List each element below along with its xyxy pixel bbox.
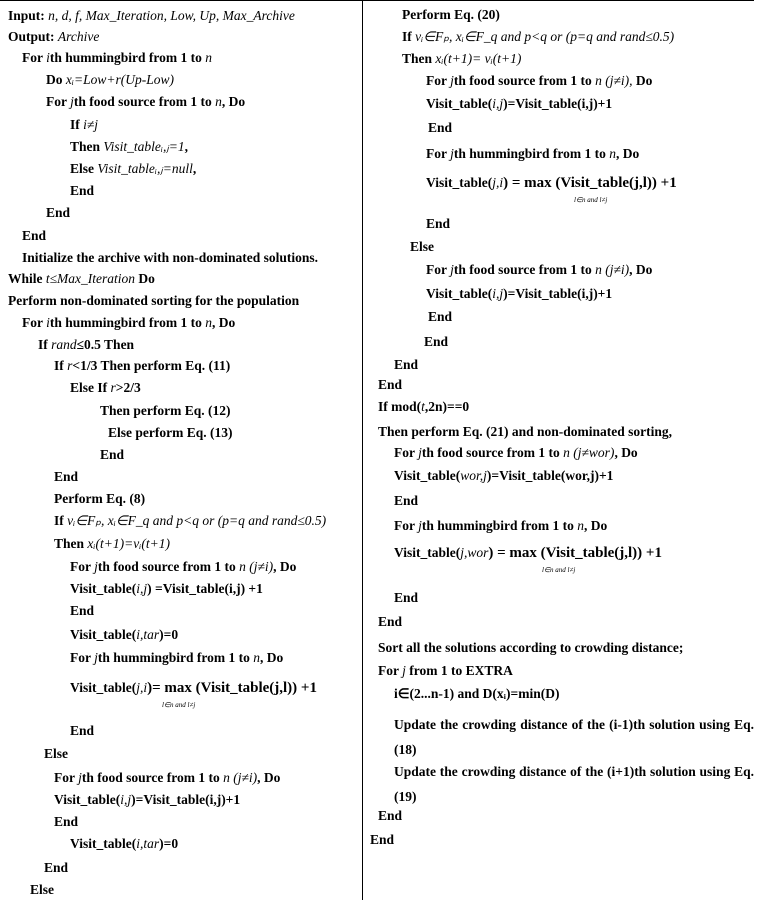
keyword-text: For [426,146,451,161]
math-text: j [78,770,82,785]
math-text: n [205,315,213,330]
statement-text: th hummingbird from 1 to [453,146,610,161]
left-line [46,72,174,88]
left-line [54,814,78,830]
math-text: i [46,50,50,65]
math-text: xᵢ(t+1)= vᵢ(t+1) [435,51,522,66]
statement-text: th food source from 1 to [453,262,596,277]
trailing-text: )=Visit_table(i,j)+1 [503,286,613,301]
left-line [108,425,232,441]
left-line [54,513,326,529]
math-text: rand [51,337,77,352]
left-line [54,536,170,552]
math-text: n (j≠i) [595,262,630,277]
left-line [70,627,178,643]
math-text: n [253,650,261,665]
math-text: xᵢ(t+1)=vᵢ(t+1) [87,536,170,551]
trailing-text: ) =Visit_table(i,j) +1 [147,581,263,596]
keyword-text: Perform Eq. (20) [402,7,500,22]
left-line [70,650,283,666]
keyword-text: If mod( [378,399,422,414]
math-text: j,i [492,175,504,190]
left-line [70,680,317,709]
keyword-text: If [54,358,68,373]
keyword-text: End [70,183,95,198]
right-line [428,309,452,325]
math-text: j [402,663,406,678]
right-line [394,518,607,534]
right-line [394,686,559,702]
statement-text: th hummingbird from 1 to [49,50,206,65]
math-text: n, d, f, Max_Iteration, Low, Up, Max_Archive [48,8,295,23]
math-text: j [418,518,422,533]
left-line [70,380,141,396]
column-divider [362,0,363,900]
keyword-text: While [8,271,46,286]
math-text: Archive [57,29,100,44]
left-line [70,559,296,575]
keyword-text: For [426,73,451,88]
right-line [394,357,418,373]
keyword-text: End [426,216,451,231]
right-line [378,808,402,824]
keyword-text: Then [402,51,436,66]
keyword-text: Visit_table( [54,792,121,807]
right-line [378,377,402,393]
left-line [44,860,68,876]
trailing-text: , Do [221,94,246,109]
right-line [394,590,418,606]
math-text: j,wor [460,545,489,560]
right-line [378,399,469,415]
left-line [100,447,124,463]
left-line [8,29,99,45]
left-line [38,337,134,353]
right-line [378,614,402,630]
math-text: j [450,146,454,161]
trailing-text: Do [135,271,155,286]
math-text: i,j [492,96,504,111]
right-line [378,640,683,656]
statement-text: th hummingbird from 1 to [421,518,578,533]
keyword-text: Then perform Eq. (21) and non-dominated sorting, [378,424,673,439]
statement-text: th hummingbird from 1 to [97,650,254,665]
top-rule [0,0,754,1]
math-text: j [418,445,422,460]
right-line [394,445,638,461]
right-line [394,493,418,509]
trailing-text: ) = max (Visit_table(j,l)) +1 [503,175,677,191]
left-line [30,882,54,898]
keyword-text: End [378,808,403,823]
right-line [424,334,448,350]
keyword-text: For [394,518,419,533]
keyword-text: Update the crowding distance of the (i-1)th solution using Eq. (18) [394,717,754,757]
keyword-text: Else [410,239,435,254]
keyword-text: End [22,228,47,243]
math-text: j [94,650,98,665]
keyword-text: Update the crowding distance of the (i+1)th solution using Eq. (19) [394,764,754,804]
math-text: n (j≠wor) [563,445,615,460]
trailing-text: Do [632,73,653,88]
keyword-text: Then [70,139,104,154]
math-text: j [450,73,454,88]
trailing-text: )=Visit_table(wor,j)+1 [486,468,614,483]
trailing-text: , [192,161,197,176]
trailing-text: , Do [212,315,236,330]
keyword-text: If [38,337,52,352]
math-text: t≤Max_Iteration [45,271,136,286]
math-text: i,tar [136,836,160,851]
trailing-text: , Do [260,650,284,665]
left-line [22,50,212,66]
math-text: Visit_tableᵢ,ⱼ=null [97,161,193,176]
trailing-text: )=0 [159,836,179,851]
keyword-text: Input: [8,8,49,23]
statement-text: th food source from 1 to [453,73,596,88]
keyword-text: Visit_table( [70,581,137,596]
keyword-text: For [426,262,451,277]
keyword-text: Perform Eq. (8) [54,491,146,506]
keyword-text: For [46,94,71,109]
right-line [426,286,612,302]
right-line [394,759,754,809]
trailing-text: )= max (Visit_table(j,l)) +1 [147,680,317,696]
left-line [44,746,68,762]
math-text: vᵢ∈Fₚ, xᵢ∈F_q and p<q or (p=q and rand≤0.5) [67,513,327,528]
statement-text: th hummingbird from 1 to [49,315,206,330]
keyword-text: Then [54,536,88,551]
keyword-text: Visit_table( [426,96,493,111]
trailing-text: , Do [273,559,297,574]
math-text: j [450,262,454,277]
keyword-text: For [378,663,403,678]
math-text: wor,j [460,468,487,483]
trailing-text: ) = max (Visit_table(j,l)) +1 [488,545,662,561]
left-line [8,8,295,24]
right-line [426,262,652,278]
keyword-text: End [100,447,125,462]
left-line [70,161,196,177]
left-line [46,205,70,221]
math-text: i,tar [136,627,160,642]
keyword-text: For [394,445,419,460]
math-text: r [110,380,116,395]
trailing-text: ≤0.5 Then [76,337,135,352]
keyword-text: Else [44,746,69,761]
math-text: r [67,358,73,373]
left-line [70,117,98,133]
math-text: n [215,94,222,109]
keyword-text: Visit_table( [394,468,461,483]
keyword-text: End [428,120,453,135]
keyword-text: If [70,117,84,132]
keyword-text: For [70,650,95,665]
right-line [370,832,394,848]
math-text: j,i [136,680,148,695]
trailing-text: , Do [614,445,638,460]
right-line [410,239,434,255]
keyword-text: Then perform Eq. (12) [100,403,231,418]
keyword-text: Else [70,161,98,176]
math-text: i [46,315,50,330]
math-text: i,j [120,792,132,807]
keyword-text: For [22,315,47,330]
trailing-text: ,2n)==0 [424,399,470,414]
right-line [426,73,652,89]
keyword-text: End [394,357,419,372]
keyword-text: Visit_table( [70,627,137,642]
keyword-text: End [394,590,419,605]
keyword-text: End [54,469,79,484]
keyword-text: i∈(2...n-1) and D(xᵢ)=min(D) [394,686,560,701]
left-line [22,315,235,331]
right-line [426,216,450,232]
right-line [402,29,674,45]
math-text: n (j≠i) [223,770,258,785]
keyword-text: End [394,493,419,508]
right-line [428,120,452,136]
keyword-text: Visit_table( [70,680,137,695]
keyword-text: Else perform Eq. (13) [108,425,233,440]
right-line [394,545,662,574]
math-text: n [577,518,585,533]
keyword-text: End [70,723,95,738]
keyword-text: For [54,770,79,785]
math-text: n (j≠i) [239,559,274,574]
left-line [8,293,299,309]
max-subscript: l∈n and l≠j [162,701,196,709]
statement-text: th food source from 1 to [81,770,224,785]
statement-text: th food source from 1 to [97,559,240,574]
trailing-text: , Do [584,518,608,533]
trailing-text: <1/3 Then perform Eq. (11) [72,358,231,373]
left-line [54,358,230,374]
right-line [402,51,521,67]
trailing-text: from 1 to EXTRA [405,663,513,678]
trailing-text: , [184,139,188,154]
math-text: j [94,559,98,574]
math-text: n (j≠i), [595,73,633,88]
right-line [426,175,677,204]
keyword-text: Do [46,72,66,87]
keyword-text: End [70,603,95,618]
left-line [22,228,46,244]
math-text: t [421,399,425,414]
keyword-text: End [378,614,403,629]
trailing-text: , Do [257,770,281,785]
keyword-text: Sort all the solutions according to crowding distance; [378,640,684,655]
keyword-text: End [44,860,69,875]
keyword-text: Else If [70,380,111,395]
right-line [402,7,500,23]
keyword-text: Perform non-dominated sorting for the population [8,293,300,308]
keyword-text: Output: [8,29,58,44]
keyword-text: If [402,29,416,44]
math-text: vᵢ∈Fₚ, xᵢ∈F_q and p<q or (p=q and rand≤0.5) [415,29,675,44]
left-line [54,770,280,786]
trailing-text: , Do [629,262,653,277]
trailing-text: , Do [616,146,640,161]
trailing-text: )=0 [159,627,179,642]
right-line [426,96,612,112]
math-text: Visit_tableᵢ,ⱼ=1 [103,139,185,154]
trailing-text: >2/3 [115,380,141,395]
keyword-text: Visit_table( [426,286,493,301]
keyword-text: For [70,559,95,574]
left-line [100,403,231,419]
math-text: xᵢ=Low+r(Up-Low) [65,72,174,87]
math-text: i,j [492,286,504,301]
right-line [378,663,513,679]
left-line [70,836,178,852]
math-text: i≠j [83,117,99,132]
left-line [70,139,188,155]
math-text: j [70,94,74,109]
keyword-text: Visit_table( [426,175,493,190]
keyword-text: End [428,309,453,324]
left-line [8,271,155,287]
left-line [54,469,78,485]
statement-text: th food source from 1 to [73,94,216,109]
statement-text: th food source from 1 to [421,445,564,460]
keyword-text: End [370,832,395,847]
keyword-text: Else [30,882,55,897]
math-text: n [609,146,617,161]
keyword-text: Initialize the archive with non-dominated solutions. [22,250,319,265]
left-line [54,491,145,507]
math-text: i,j [136,581,148,596]
right-line [394,468,613,484]
right-line [378,424,672,440]
left-line [54,792,240,808]
keyword-text: Visit_table( [394,545,461,560]
max-subscript: l∈n and l≠j [574,196,608,204]
keyword-text: For [22,50,47,65]
right-line [394,712,754,762]
keyword-text: End [378,377,403,392]
trailing-text: )=Visit_table(i,j)+1 [503,96,613,111]
left-line [70,723,94,739]
math-text: n [205,50,213,65]
keyword-text: End [424,334,449,349]
left-line [46,94,245,110]
keyword-text: End [46,205,71,220]
keyword-text: End [54,814,79,829]
keyword-text: If [54,513,68,528]
trailing-text: )=Visit_table(i,j)+1 [131,792,241,807]
max-subscript: l∈n and l≠j [542,566,576,574]
left-line [70,603,94,619]
left-line [70,581,263,597]
left-line [22,250,318,266]
keyword-text: Visit_table( [70,836,137,851]
right-line [426,146,639,162]
left-line [70,183,94,199]
